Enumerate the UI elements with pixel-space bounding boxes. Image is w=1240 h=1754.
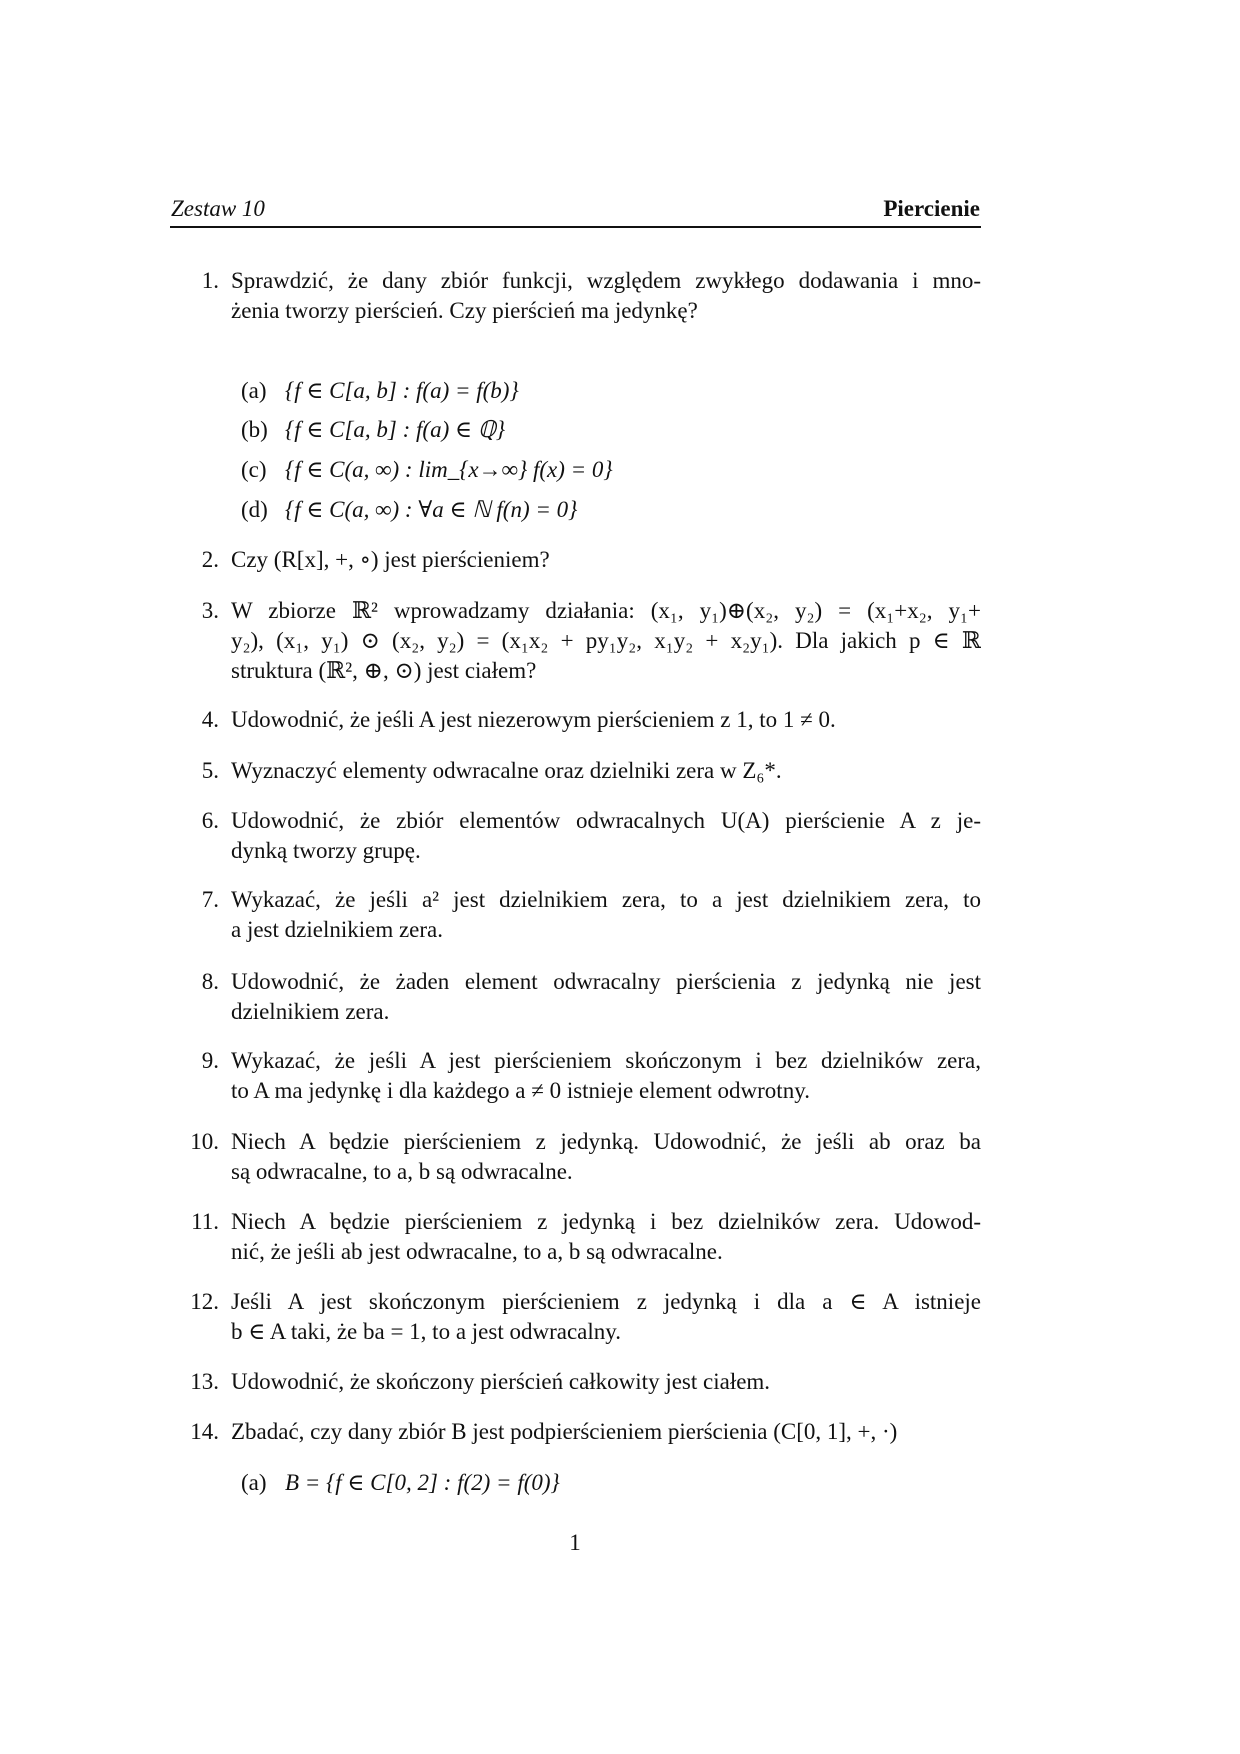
exercise-11	[171, 1207, 981, 1267]
exercise-number: 14.	[190, 1419, 219, 1444]
exercise-text-line: nić, że jeśli ab jest odwracalne, to a, b są odwracalne.	[231, 1239, 723, 1264]
exercise-10	[171, 1127, 981, 1187]
exercise-number: 7.	[201, 887, 219, 912]
subitem	[241, 455, 613, 485]
page-number: 1	[569, 1530, 581, 1555]
subitem	[241, 495, 577, 525]
exercise-text-line: Udowodnić, że skończony pierścień całkowity jest ciałem.	[231, 1369, 771, 1394]
exercise-text-line: a jest dzielnikiem zera.	[231, 917, 444, 942]
subitem-label: (c)	[241, 457, 267, 482]
exercise-12	[171, 1287, 981, 1347]
exercise-2	[171, 545, 981, 575]
exercise-number: 10.	[190, 1129, 219, 1154]
subitem-label: (a)	[241, 1470, 267, 1495]
exercise-text-line: W zbiorze ℝ² wprowadzamy działania: (x₁, y₁)⊕(x₂, y₂) = (x₁+x₂, y₁+	[231, 598, 981, 623]
exercise-number: 4.	[201, 707, 219, 732]
exercise-14	[171, 1417, 981, 1447]
exercise-1	[171, 266, 981, 326]
header-topic: Piercienie	[883, 196, 980, 221]
exercise-8	[171, 967, 981, 1027]
exercise-13	[171, 1367, 981, 1397]
subitem-label: (a)	[241, 378, 267, 403]
header-rule	[170, 226, 981, 228]
subitem-formula: {f ∈ C[a, b] : f(a) = f(b)}	[285, 378, 519, 403]
exercise-number: 1.	[201, 268, 219, 293]
exercise-6	[171, 806, 981, 866]
exercise-number: 6.	[201, 808, 219, 833]
exercise-text-line: b ∈ A taki, że ba = 1, to a jest odwracalny.	[231, 1319, 622, 1344]
exercise-number: 12.	[190, 1289, 219, 1314]
exercise-4	[171, 705, 981, 735]
exercise-number: 5.	[201, 758, 219, 783]
exercise-number: 11.	[191, 1209, 219, 1234]
subitem-label: (d)	[241, 497, 268, 522]
exercise-text-line: Jeśli A jest skończonym pierścieniem z jedynką i dla a ∈ A istnieje	[231, 1289, 981, 1314]
exercise-number: 2.	[201, 547, 219, 572]
header-set-title: Zestaw 10	[171, 196, 265, 221]
exercise-number: 3.	[201, 598, 219, 623]
subitem-formula: {f ∈ C(a, ∞) : ∀a ∈ ℕ f(n) = 0}	[285, 497, 578, 522]
subitem-formula: {f ∈ C[a, b] : f(a) ∈ ℚ}	[285, 417, 506, 442]
exercise-text-line: Udowodnić, że jeśli A jest niezerowym pierścieniem z 1, to 1 ≠ 0.	[231, 707, 836, 732]
exercise-text-line: dynką tworzy grupę.	[231, 838, 421, 863]
subitem-label: (b)	[241, 417, 268, 442]
exercise-text-line: Wykazać, że jeśli A jest pierścieniem skończonym i bez dzielników zera,	[231, 1048, 981, 1073]
exercise-text-line: Niech A będzie pierścieniem z jedynką i bez dzielników zera. Udowod-	[231, 1209, 981, 1234]
exercise-number: 9.	[201, 1048, 219, 1073]
exercise-9	[171, 1046, 981, 1106]
exercise-text-line: Niech A będzie pierścieniem z jedynką. Udowodnić, że jeśli ab oraz ba	[231, 1129, 981, 1154]
exercise-text-line: Udowodnić, że żaden element odwracalny pierścienia z jedynką nie jest	[231, 969, 981, 994]
exercise-number: 8.	[201, 969, 219, 994]
subitem	[241, 376, 519, 406]
subitem-formula: B = {f ∈ C[0, 2] : f(2) = f(0)}	[285, 1470, 560, 1495]
exercise-text-line: Udowodnić, że zbiór elementów odwracalnych U(A) pierścienie A z je-	[231, 808, 981, 833]
exercise-text-line: struktura (ℝ², ⊕, ⊙) jest ciałem?	[231, 658, 537, 683]
exercise-text-line: y₂), (x₁, y₁) ⊙ (x₂, y₂) = (x₁x₂ + py₁y₂, x₁y₂ + x₂y₁). Dla jakich p ∈ ℝ	[231, 628, 981, 653]
exercise-7	[171, 885, 981, 945]
exercise-number: 13.	[190, 1369, 219, 1394]
subitem	[241, 1468, 560, 1498]
exercise-text-line: Zbadać, czy dany zbiór B jest podpierścieniem pierścienia (C[0, 1], +, ·)	[231, 1419, 898, 1444]
exercise-text-line: są odwracalne, to a, b są odwracalne.	[231, 1159, 573, 1184]
exercise-text-line: to A ma jedynkę i dla każdego a ≠ 0 istnieje element odwrotny.	[231, 1078, 810, 1103]
exercise-text-line: dzielnikiem zera.	[231, 999, 390, 1024]
subitem-formula: {f ∈ C(a, ∞) : lim_{x→∞} f(x) = 0}	[285, 457, 613, 482]
exercise-text-line: żenia tworzy pierścień. Czy pierścień ma jedynkę?	[231, 298, 698, 323]
exercise-text-line: Czy (R[x], +, ∘) jest pierścieniem?	[231, 547, 550, 572]
exercise-text-line: Wyznaczyć elementy odwracalne oraz dzielniki zera w Z₆*.	[231, 758, 782, 783]
exercise-3	[171, 596, 981, 686]
exercise-text-line: Sprawdzić, że dany zbiór funkcji, względem zwykłego dodawania i mno-	[231, 268, 981, 293]
exercise-text-line: Wykazać, że jeśli a² jest dzielnikiem zera, to a jest dzielnikiem zera, to	[231, 887, 981, 912]
subitem	[241, 415, 505, 445]
exercise-5	[171, 756, 981, 786]
